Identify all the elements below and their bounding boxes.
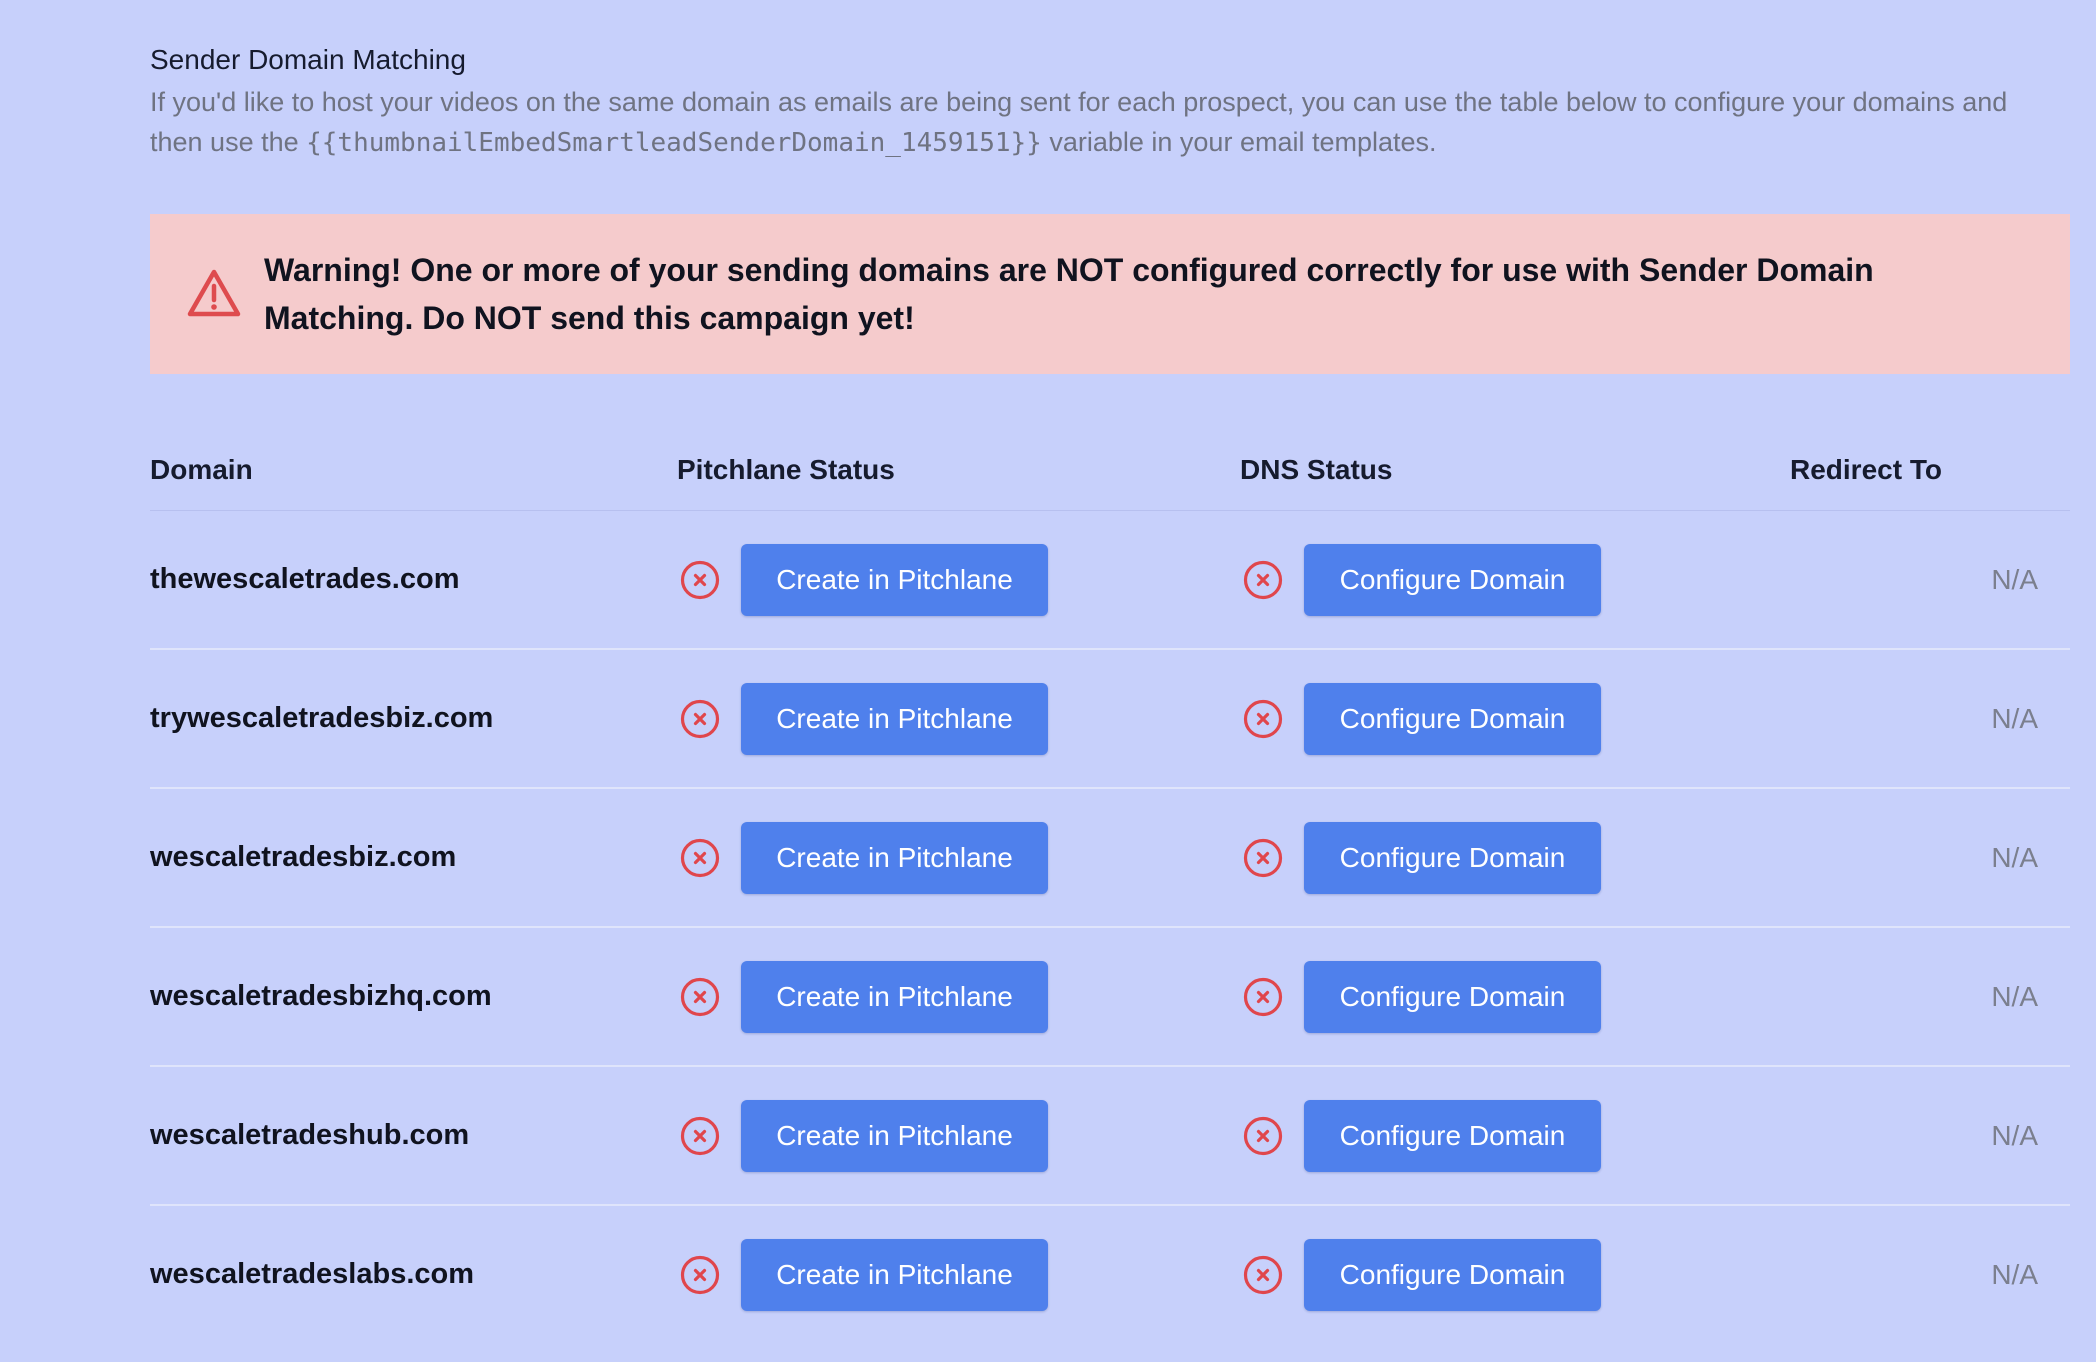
error-x-circle-icon — [1242, 559, 1284, 601]
error-x-circle-icon — [679, 837, 721, 879]
configure-domain-button[interactable]: Configure Domain — [1304, 961, 1601, 1033]
table-row — [150, 1206, 2070, 1343]
table-row — [150, 1067, 2070, 1206]
configure-domain-button[interactable]: Configure Domain — [1304, 1239, 1601, 1311]
dns-status-cell — [1240, 683, 1790, 755]
domain-name: wescaletradesbiz.com — [150, 841, 457, 873]
header-dns-status: DNS Status — [1240, 454, 1393, 485]
domain-name: wescaletradeshub.com — [150, 1119, 470, 1151]
configure-domain-button[interactable]: Configure Domain — [1304, 822, 1601, 894]
warning-banner — [150, 214, 2070, 374]
pitchlane-status-cell — [677, 961, 1240, 1033]
error-x-circle-icon — [1242, 1254, 1284, 1296]
pitchlane-status-cell — [677, 544, 1240, 616]
create-in-pitchlane-button[interactable]: Create in Pitchlane — [741, 544, 1048, 616]
domain-name: wescaletradesbizhq.com — [150, 980, 492, 1012]
header-domain: Domain — [150, 454, 253, 485]
table-body — [150, 511, 2070, 1343]
error-x-circle-icon — [679, 1115, 721, 1157]
error-x-circle-icon — [679, 976, 721, 1018]
section-description — [150, 82, 2050, 163]
redirect-value: N/A — [1991, 1258, 2038, 1290]
section-title: Sender Domain Matching — [150, 44, 466, 75]
configure-domain-button[interactable]: Configure Domain — [1304, 683, 1601, 755]
domains-table — [150, 430, 2070, 1343]
error-x-circle-icon — [1242, 698, 1284, 740]
dns-status-cell — [1240, 822, 1790, 894]
table-row — [150, 650, 2070, 789]
dns-status-cell — [1240, 1100, 1790, 1172]
sender-domain-section — [150, 40, 2070, 163]
create-in-pitchlane-button[interactable]: Create in Pitchlane — [741, 683, 1048, 755]
warning-triangle-icon — [186, 266, 242, 322]
header-pitchlane-status: Pitchlane Status — [677, 454, 895, 485]
error-x-circle-icon — [1242, 837, 1284, 879]
create-in-pitchlane-button[interactable]: Create in Pitchlane — [741, 961, 1048, 1033]
configure-domain-button[interactable]: Configure Domain — [1304, 544, 1601, 616]
pitchlane-status-cell — [677, 683, 1240, 755]
domain-name: wescaletradeslabs.com — [150, 1258, 475, 1290]
header-redirect-to: Redirect To — [1790, 454, 1942, 485]
dns-status-cell — [1240, 544, 1790, 616]
pitchlane-status-cell — [677, 1100, 1240, 1172]
redirect-value: N/A — [1991, 702, 2038, 734]
table-row — [150, 789, 2070, 928]
error-x-circle-icon — [679, 559, 721, 601]
redirect-value: N/A — [1991, 841, 2038, 873]
dns-status-cell — [1240, 1239, 1790, 1311]
pitchlane-status-cell — [677, 1239, 1240, 1311]
table-row — [150, 511, 2070, 650]
create-in-pitchlane-button[interactable]: Create in Pitchlane — [741, 1100, 1048, 1172]
dns-status-cell — [1240, 961, 1790, 1033]
description-text-1: If you'd like to host your videos on the same domain as emails are being sent for each prospect, you can use the table below to configure your domains and then use the — [150, 87, 2008, 157]
configure-domain-button[interactable]: Configure Domain — [1304, 1100, 1601, 1172]
error-x-circle-icon — [1242, 1115, 1284, 1157]
pitchlane-status-cell — [677, 822, 1240, 894]
redirect-value: N/A — [1991, 563, 2038, 595]
description-text-2: variable in your email templates. — [1041, 127, 1437, 157]
error-x-circle-icon — [679, 698, 721, 740]
create-in-pitchlane-button[interactable]: Create in Pitchlane — [741, 1239, 1048, 1311]
domain-name: thewescaletrades.com — [150, 563, 460, 595]
create-in-pitchlane-button[interactable]: Create in Pitchlane — [741, 822, 1048, 894]
table-header — [150, 430, 2070, 511]
template-variable: {{thumbnailEmbedSmartleadSenderDomain_1459151}} — [306, 128, 1042, 158]
redirect-value: N/A — [1991, 980, 2038, 1012]
domain-name: trywescaletradesbiz.com — [150, 702, 494, 734]
error-x-circle-icon — [679, 1254, 721, 1296]
redirect-value: N/A — [1991, 1119, 2038, 1151]
warning-text: Warning! One or more of your sending domains are NOT configured correctly for use with Sender Domain Matching. Do NOT send this campaign yet! — [264, 252, 1874, 336]
table-row — [150, 928, 2070, 1067]
error-x-circle-icon — [1242, 976, 1284, 1018]
